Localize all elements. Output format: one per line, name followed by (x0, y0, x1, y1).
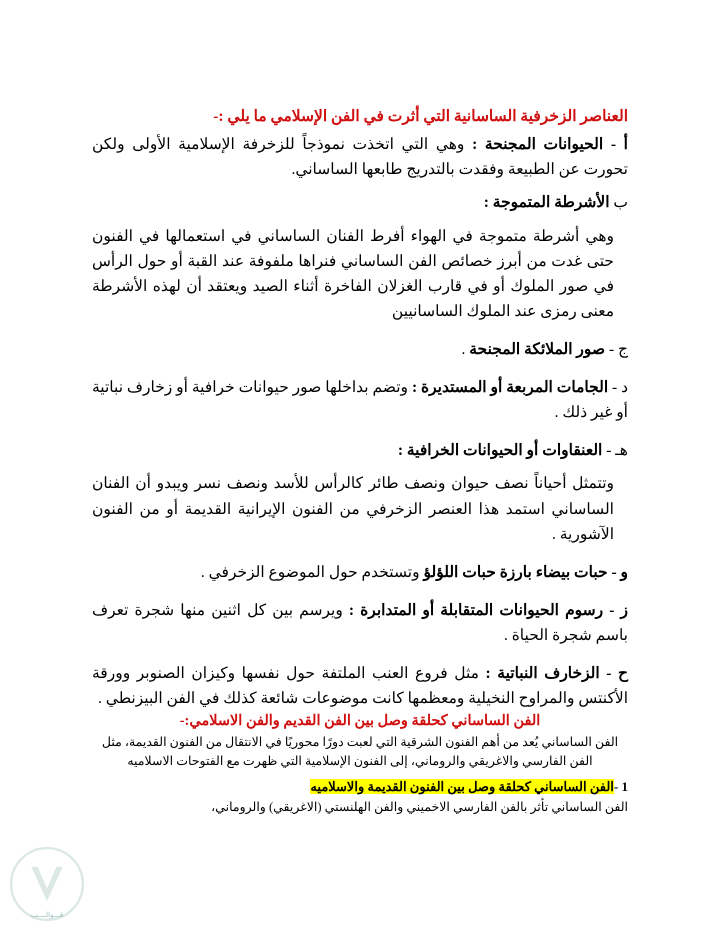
list-item-a-text: وهي التي اتخذت نموذجاً للزخرفة الإسلامية الأولى ولكن تحورت عن الطبيعة وفقدت بالتدريج طابعها الساساني. (92, 136, 628, 179)
list-item-b (92, 190, 628, 215)
list-item-w-text: وتستخدم حول الموضوع الزخرفي . (200, 563, 424, 581)
list-item-d (92, 375, 628, 425)
paragraph-e-body: وتتمثل أحياناً نصف حيوان ونصف طائر كالرأس للأسد ونصف نسر ويبدو أن الفنان الساساني استمد هذا العنصر الزخرفي من الفنون الإيرانية القديمة أو من الفنون الآشورية . (92, 475, 614, 543)
list-item-h-marker: ح - (599, 665, 628, 683)
list-item-w (92, 560, 628, 585)
list-item-d-bold: الجامات المربعة أو المستديرة : (411, 379, 609, 397)
list-item-h (92, 661, 628, 711)
list-item-h-text: مثل فروع العنب الملتفة حول نفسها وكيزان الصنوبر وورقة الأكنتس والمراوح النخيلية ومعظمها كانت موضوعات شائعة كذلك في الفن البيزنطي . (92, 665, 628, 708)
list-item-z (92, 598, 628, 648)
list-item-z-bold: رسوم الحيوانات المتقابلة أو المتدابرة : (348, 601, 604, 619)
list-item-z-marker: ز - (603, 601, 628, 619)
list-item-d-text: وتضم بداخلها صور حيوانات خرافية أو زخارف نباتية أو غير ذلك . (92, 379, 628, 422)
section-2-paragraph-2: الفن الساساني تأثر بالفن الفارسي الاخميني والفن الهلنستي (الاغريقي) والروماني، (211, 800, 628, 815)
list-item-e (92, 438, 628, 463)
list-item-b-bold: الأشرطة المتموجة : (483, 194, 610, 212)
list-item-c (92, 337, 628, 362)
list-item-c-bold: صور الملائكة المجنحة (469, 341, 606, 359)
section-2-title: الفن الساساني كحلقة وصل بين الفن القديم والفن الاسلامي:- (179, 713, 541, 730)
list-item-d-marker: د - (608, 379, 628, 397)
numbered-item-1-highlight: الفن الساساني كحلقة وصل بين الفنون القديمة والاسلاميه (310, 778, 614, 794)
list-item-a-bold: الحيوانات المجنحة : (472, 136, 604, 154)
list-item-e-bold: العنقاوات أو الحيوانات الخرافية : (397, 442, 603, 460)
watermark-label: قـــوالــــب (30, 911, 64, 919)
list-item-w-bold: حبات بيضاء بارزة حبات اللؤلؤ (423, 563, 608, 581)
list-item-w-marker: و - (607, 563, 628, 581)
section-2-paragraph-1: الفن الساساني يُعد من أهم الفنون الشرقية التي لعبت دورًا محوريًا في الانتقال من الفنون القديمة، مثل الفن الفارسي والاغريقي والروماني، إلى الفنون الإسلامية التي ظهرت مع الفتوحات الاسلاميه (101, 735, 619, 769)
list-item-h-bold: الزخارف النباتية : (485, 665, 600, 683)
section-1-title: العناصر الزخرفية الساسانية التي أثرت في الفن الإسلامي ما يلي :- (213, 108, 628, 125)
paragraph-b-body: وهي أشرطة متموجة في الهواء أفرط الفنان الساساني في استعمالها في الفنون حتى غدت من أبرز خصائص الفن الساساني فنراها ملفوفة عند القبة أو حول الرأس في صور الملوك أو في قارب الغزلان الفاخرة أثناء الصيد ويعتقد أن لهذه الأشرطة معنى رمزى عند الملوك الساسانيين (92, 227, 614, 320)
list-item-z-text: ويرسم بين كل اثنين منها شجرة تعرف باسم شجرة الحياة . (92, 601, 628, 644)
list-item-b-marker: ب (609, 194, 628, 212)
numbered-item-1-number: 1 - (613, 778, 628, 794)
list-item-e-marker: هـ - (602, 442, 628, 460)
list-item-c-text: . (461, 341, 470, 359)
list-item-c-marker: ج - (605, 341, 628, 359)
list-item-a (92, 132, 628, 182)
numbered-item-1 (92, 777, 628, 797)
list-item-a-term: أ - (603, 136, 628, 154)
